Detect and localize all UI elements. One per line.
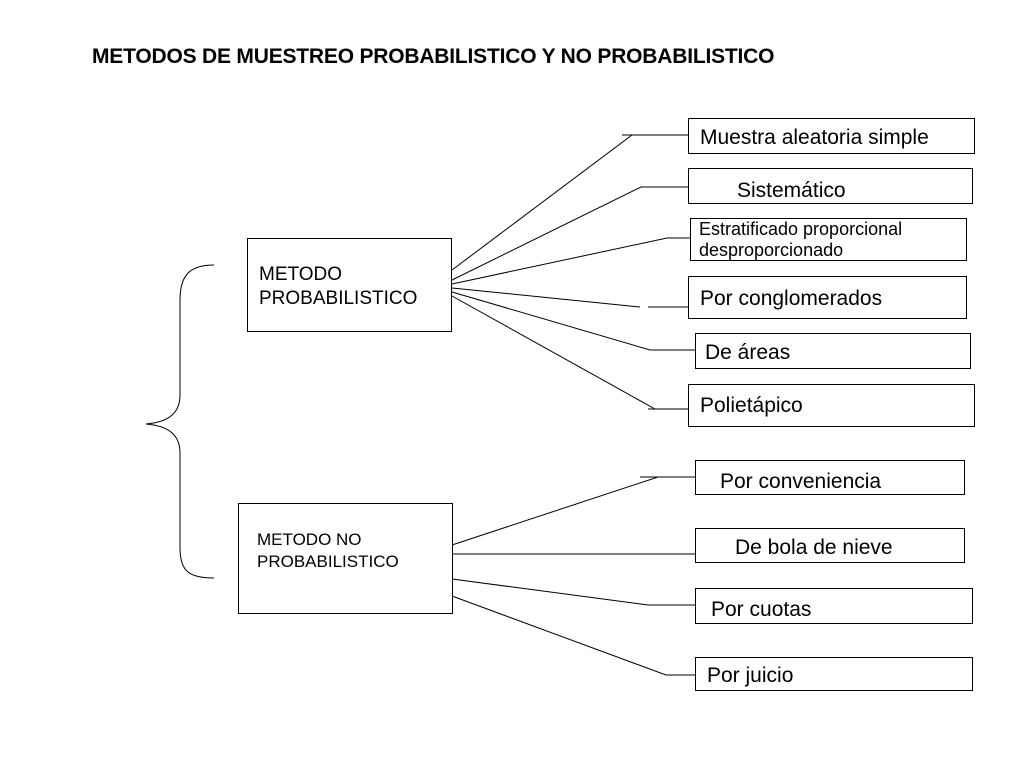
diagram-title: METODOS DE MUESTREO PROBABILISTICO Y NO PROBABILISTICO xyxy=(92,45,775,68)
branch-line-simple xyxy=(452,135,688,270)
method-por-conveniencia xyxy=(695,460,965,495)
method-de-bola-de-nieve xyxy=(695,528,965,563)
curly-brace xyxy=(146,265,214,578)
branch-line-estratificado xyxy=(452,238,690,284)
method-estratificado xyxy=(690,218,967,261)
non-probabilistic-label-line2: PROBABILISTICO xyxy=(257,552,399,571)
branch-line-cuotas xyxy=(452,579,695,605)
method-sistematico xyxy=(688,168,973,204)
method-por-cuotas xyxy=(695,588,973,624)
method-label: De áreas xyxy=(705,341,791,364)
probabilistic-method-box xyxy=(247,238,452,332)
method-label: Muestra aleatoria simple xyxy=(700,126,929,149)
method-muestra-aleatoria-simple xyxy=(688,118,975,154)
branch-line-juicio xyxy=(452,596,695,675)
branch-line-sistematico xyxy=(452,187,688,280)
non-probabilistic-method-box xyxy=(238,503,453,614)
method-label: Por juicio xyxy=(707,664,794,687)
method-por-conglomerados xyxy=(688,276,967,319)
probabilistic-label-line1: METODO xyxy=(259,264,343,285)
method-label: De bola de nieve xyxy=(735,536,893,559)
method-de-areas xyxy=(695,333,971,369)
method-label: Sistemático xyxy=(737,179,846,202)
method-label: Polietápico xyxy=(700,394,803,417)
branch-line-conglomerados xyxy=(452,288,688,307)
method-polietapico xyxy=(688,384,975,427)
branch-line-conveniencia xyxy=(452,477,695,545)
non-probabilistic-label-line1: METODO NO xyxy=(257,530,362,549)
probabilistic-label-line2: PROBABILISTICO xyxy=(259,288,418,309)
method-label-line2: desproporcionado xyxy=(699,240,844,260)
method-label: Por conglomerados xyxy=(700,287,883,310)
method-label: Por cuotas xyxy=(711,598,812,621)
method-por-juicio xyxy=(695,657,973,691)
method-label: Por conveniencia xyxy=(720,470,882,493)
branch-line-polietapico xyxy=(452,296,690,409)
method-label-line1: Estratificado proporcional xyxy=(699,219,903,239)
